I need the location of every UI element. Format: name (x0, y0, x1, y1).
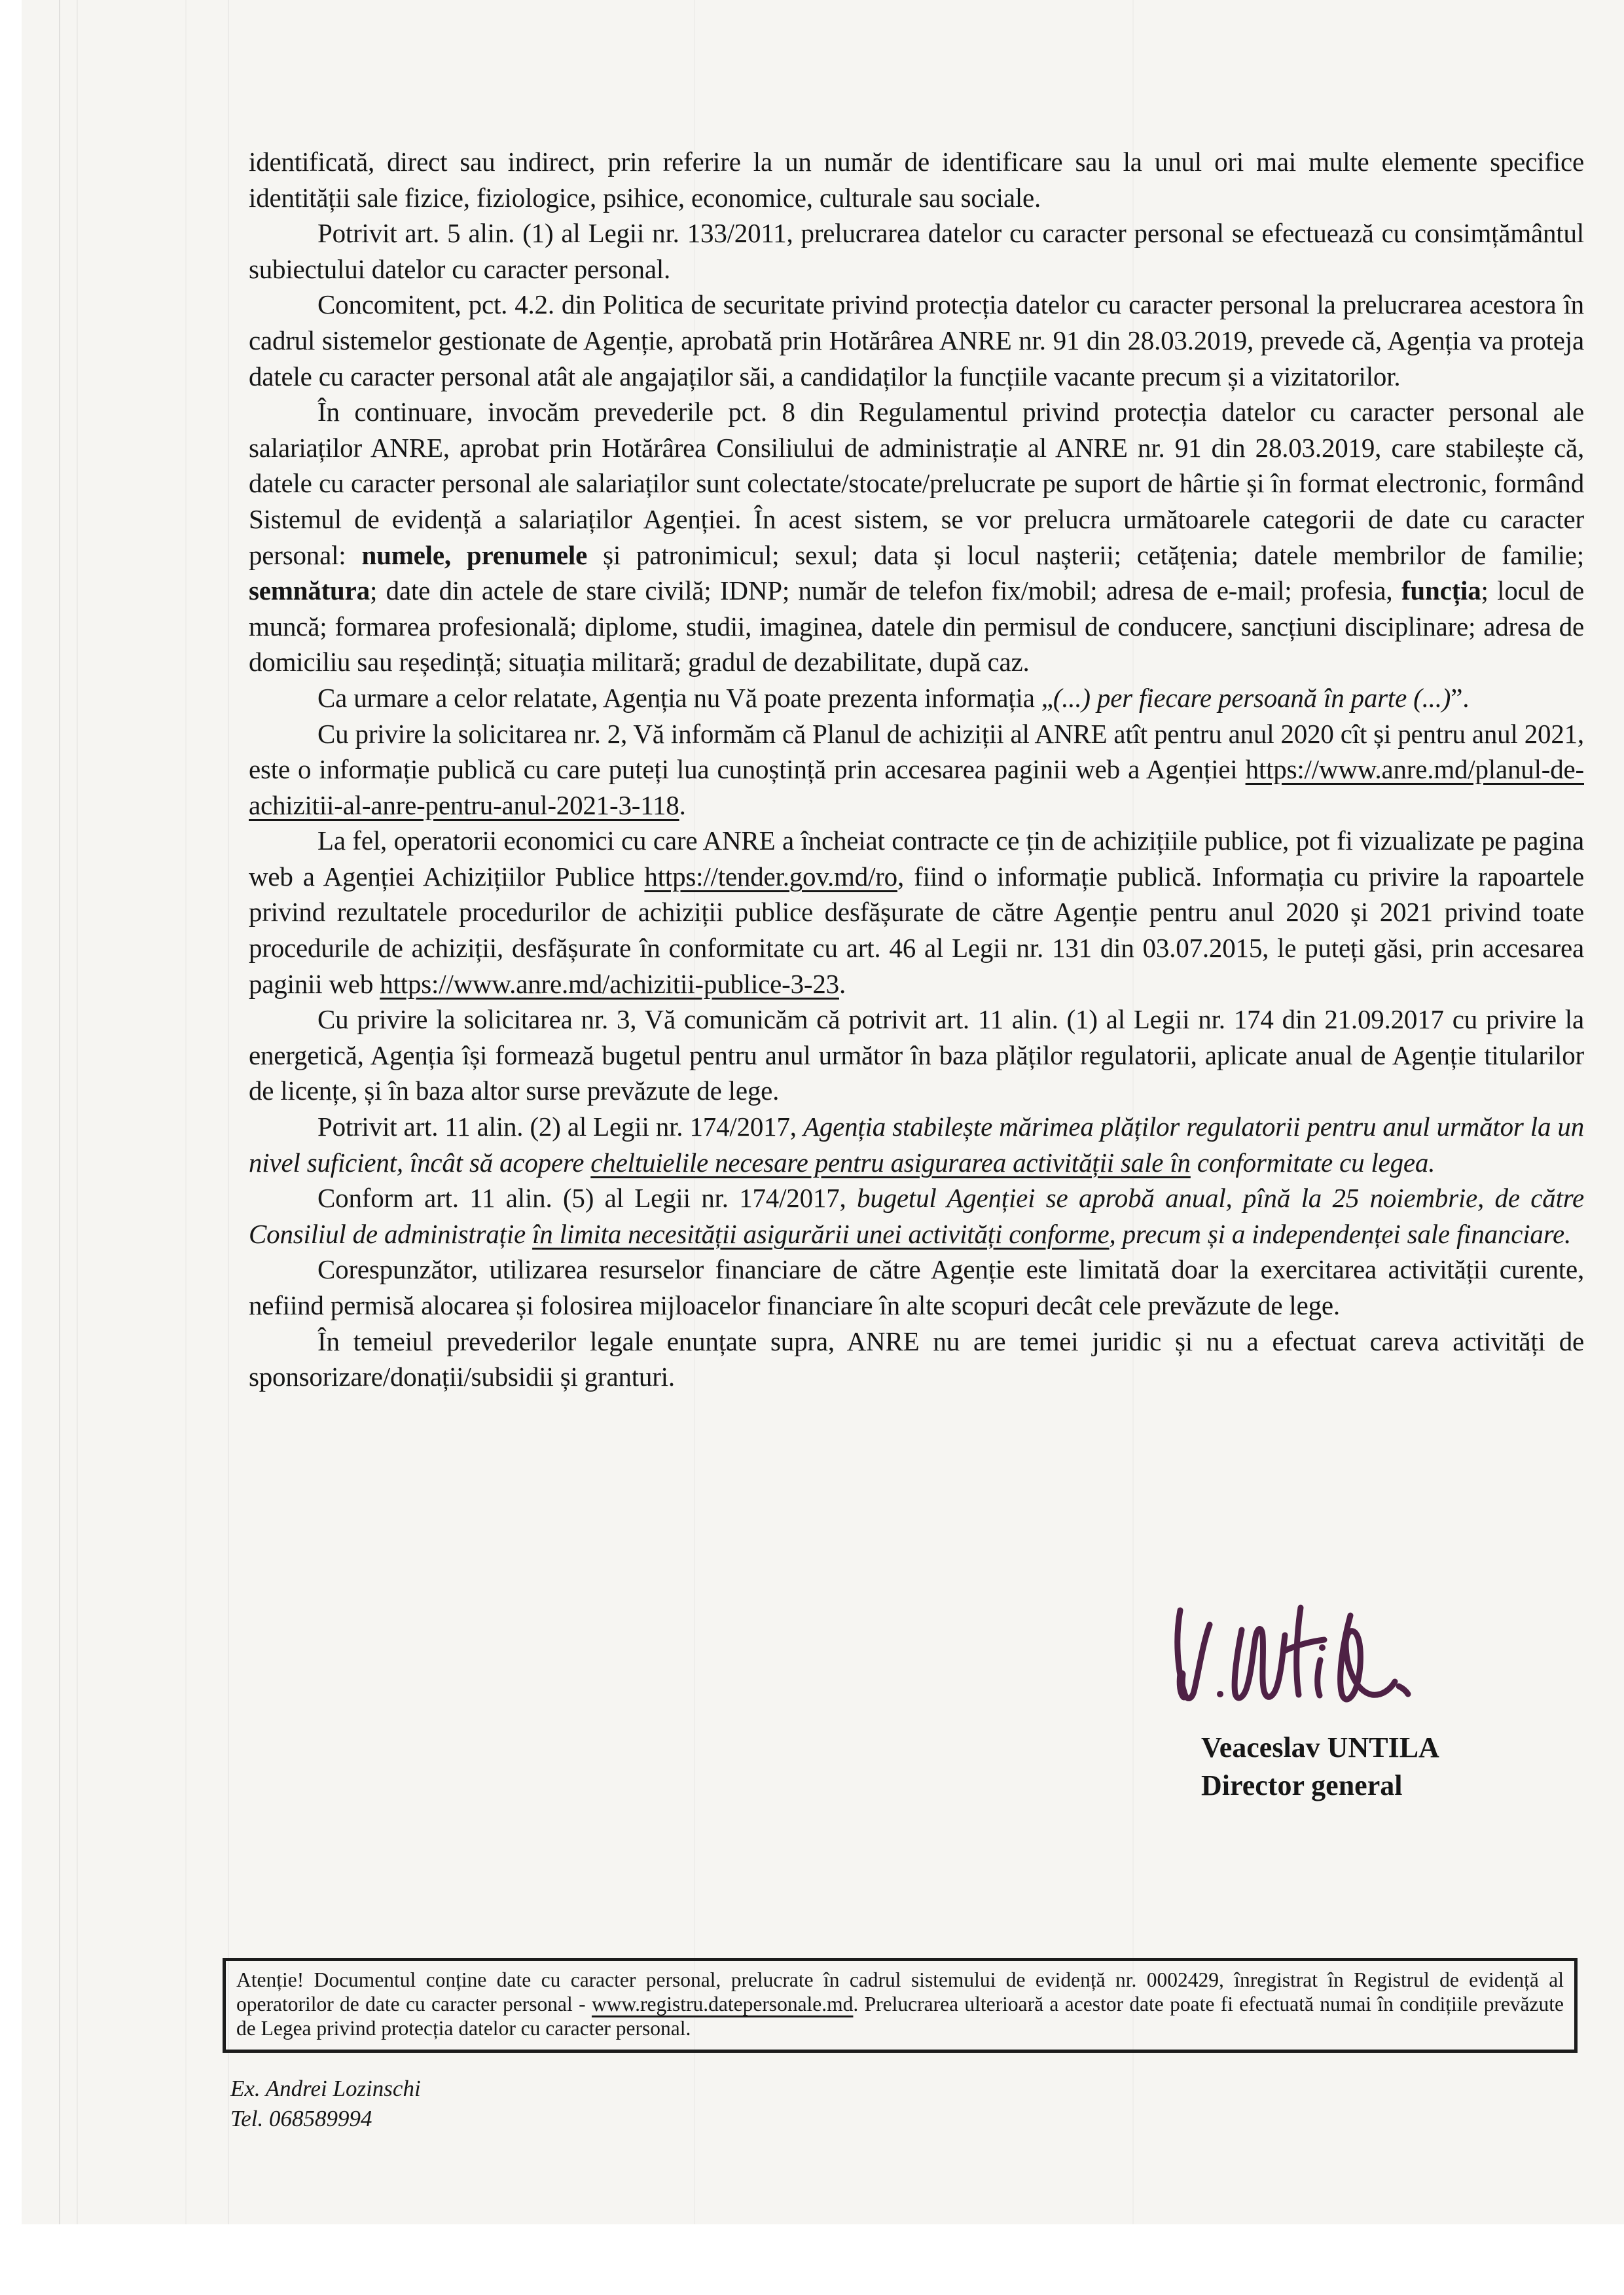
paragraph: Potrivit art. 11 alin. (2) al Legii nr. 174/2017, Agenția stabilește mărimea plăților regulatorii pentru anul următor la un nivel suficient, încât să acopere cheltuielile necesare pentru asigurarea activității sale în conformitate cu legea. (249, 1111, 1584, 1178)
scan-artifact-line (185, 0, 187, 2224)
privacy-notice-text: Atenție! Documentul conține date cu caracter personal, prelucrate în cadrul sistemului de evidență nr. 0002429, înregistrat în Registrul de evidență al operatorilor de date cu caracter personal - www.registru.datepersonale.md. Prelucrarea ulterioară a acestor date poate fi efectuată numai în condițiile prevăzute de Legea privind protecția datelor cu caracter personal. (236, 1968, 1564, 2040)
paragraph: Corespunzător, utilizarea resurselor financiare de către Agenție este limitată doar la exercitarea activității curente, nefiind permisă alocarea și folosirea mijloacelor financiare în alte scopuri decât cele prevăzute de lege. (249, 1254, 1584, 1320)
paragraph: Conform art. 11 alin. (5) al Legii nr. 174/2017, bugetul Agenției se aprobă anual, pînă la 25 noiembrie, de către Consiliul de administrație în limita necesității asigurării unei activități conforme, precum și a independenței sale financiare. (249, 1183, 1584, 1249)
paragraph: În continuare, invocăm prevederile pct. 8 din Regulamentul privind protecția datelor cu caracter personal ale salariaților ANRE, aprobat prin Hotărârea Consiliului de administrație al ANRE nr. 91 din 28.03.2019, care stabilește că, datele cu caracter personal ale salariaților sunt colectate/stocate/prelucrate pe suport de hârtie și în format electronic, formând Sistemul de evidență a salariaților Agenției. În acest sistem, se vor prelucra următoarele categorii de date cu caracter personal: numele, prenumele și patronimicul; sexul; data și locul nașterii; cetățenia; datele membrilor de familie; semnătura; date din actele de stare civilă; IDNP; număr de telefon fix/mobil; adresa de e-mail; profesia, funcția; locul de muncă; formarea profesională; diplome, studii, imaginea, datele din permisul de conducere, sancțiuni disciplinare; adresa de domiciliu sau reședință; situația militară; gradul de dezabilitate, după caz. (249, 397, 1584, 678)
scan-artifact-line (59, 0, 60, 2224)
scan-artifact-line (77, 0, 78, 2224)
paragraph: identificată, direct sau indirect, prin referire la un număr de identificare sau la unul ori mai multe elemente specifice identității sale fizice, fiziologice, psihice, economice, culturale sau sociale. (249, 147, 1584, 213)
paragraph: Potrivit art. 5 alin. (1) al Legii nr. 133/2011, prelucrarea datelor cu caracter personal se efectuează cu consimțământul subiectului datelor cu caracter personal. (249, 218, 1584, 284)
paragraph: Concomitent, pct. 4.2. din Politica de securitate privind protecția datelor cu caracter personal la prelucrarea acestora în cadrul sistemelor gestionate de Agenție, aprobată prin Hotărârea ANRE nr. 91 din 28.03.2019, prevede că, Agenția va proteja datele cu caracter personal atât ale angajaților săi, a candidaților la funcțiile vacante precum și a vizitatorilor. (249, 289, 1584, 391)
paragraph: Cu privire la solicitarea nr. 3, Vă comunicăm că potrivit art. 11 alin. (1) al Legii nr. 174 din 21.09.2017 cu privire la energetică, Agenția își formează bugetul pentru anul următor în baza plăților regulatorii, aplicate anual de Agenție titularilor de licențe, și în baza altor surse prevăzute de lege. (249, 1004, 1584, 1106)
scan-artifact-line (228, 0, 229, 2224)
executor-block (230, 2074, 421, 2134)
privacy-notice-box (223, 1958, 1578, 2053)
paragraph: Cu privire la solicitarea nr. 2, Vă informăm că Planul de achiziții al ANRE atît pentru anul 2020 cît și pentru anul 2021, este o informație publică cu care puteți lua cunoștință prin accesarea paginii web a Agenției https://www.anre.md/planul-de-achizitii-al-anre-pentru-anul-2021-3-118. (249, 718, 1584, 820)
executor-name: Ex. Andrei Lozinschi (230, 2076, 421, 2101)
executor-phone: Tel. 068589994 (230, 2106, 372, 2131)
paragraph: La fel, operatorii economici cu care ANRE a încheiat contracte ce țin de achizițiile publice, pot fi vizualizate pe pagina web a Agenției Achizițiilor Publice https://tender.gov.md/ro, fiind o informație publică. Informația cu privire la rapoartele privind rezultatele procedurilor de achiziții publice desfășurate de către Agenție pentru anul 2020 și 2021 privind toate procedurile de achiziții, desfășurate în conformitate cu art. 46 al Legii nr. 131 din 03.07.2015, le puteți găsi, prin accesarea paginii web https://www.anre.md/achizitii-publice-3-23. (249, 825, 1584, 999)
signatory-title: Director general (1201, 1769, 1403, 1801)
handwritten-signature (1155, 1596, 1417, 1724)
paragraph: Ca urmare a celor relatate, Agenția nu Vă poate prezenta informația „(...) per fiecare persoană în parte (...)”. (317, 682, 1470, 713)
paragraph: În temeiul prevederilor legale enunțate supra, ANRE nu are temei juridic și nu a efectuat careva activități de sponsorizare/donații/subsidii și granturi. (249, 1326, 1584, 1392)
signatory-name: Veaceslav UNTILA (1201, 1731, 1439, 1763)
signature-block (1155, 1596, 1456, 1805)
letter-body (249, 144, 1584, 1395)
